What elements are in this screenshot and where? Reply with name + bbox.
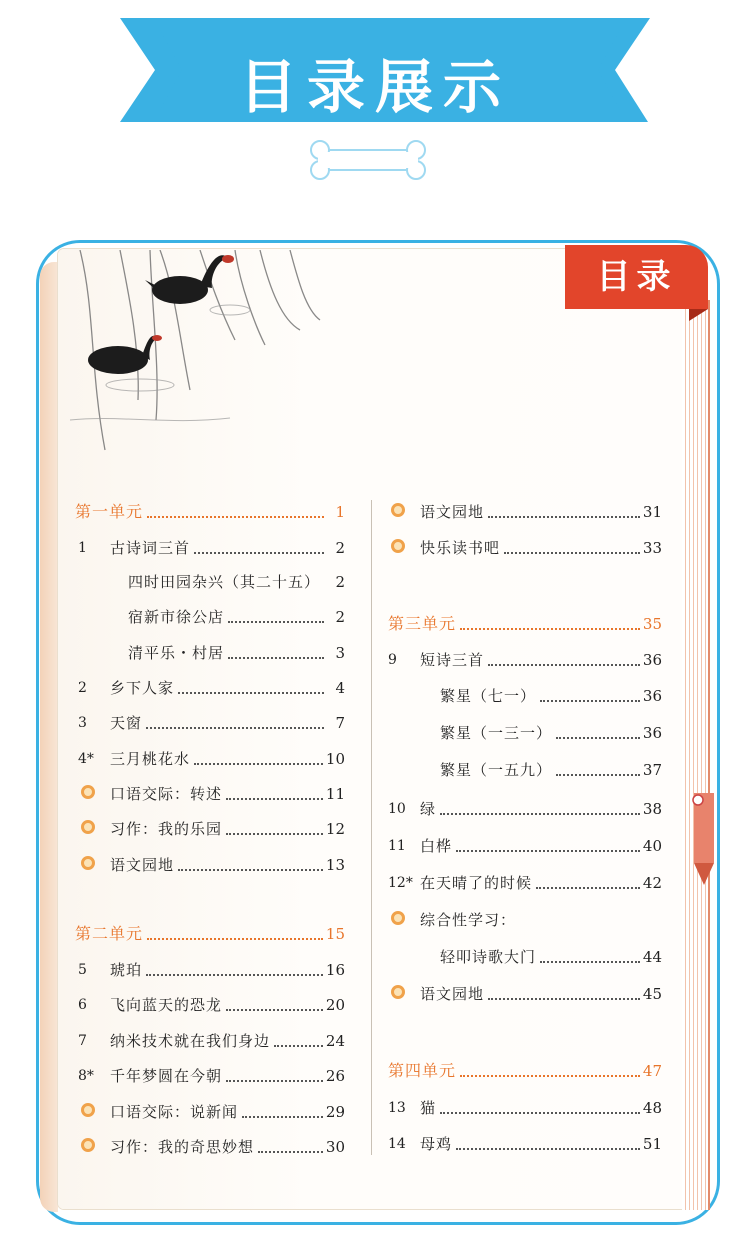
dot-leader (228, 657, 324, 659)
bone-icon (311, 141, 425, 179)
page-number: 16 (325, 961, 345, 979)
lesson-number: 7 (78, 1033, 87, 1049)
toc-entry (440, 945, 662, 969)
toc-entry (388, 536, 662, 560)
dot-leader (540, 961, 640, 963)
dot-leader (178, 692, 324, 694)
entry-title: 语文园地 (420, 503, 485, 521)
toc-entry (78, 817, 345, 841)
entry-title: 四时田园杂兴（其二十五） (128, 573, 321, 591)
dot-leader (488, 998, 640, 1000)
lesson-number: 2 (78, 680, 87, 696)
page-number: 47 (642, 1062, 662, 1080)
toc-entry (78, 711, 345, 735)
entry-title: 繁星（七一） (440, 687, 537, 705)
entry-title: 猫 (420, 1099, 437, 1117)
toc-entry (78, 993, 345, 1017)
page-number: 36 (642, 651, 662, 669)
toc-entry (440, 721, 662, 745)
dot-leader (242, 1116, 323, 1118)
swan-icon (88, 335, 162, 374)
toc-entry (388, 797, 662, 821)
entry-title: 在天晴了的时候 (420, 874, 533, 892)
entry-title: 宿新市徐公店 (128, 608, 225, 626)
entry-title: 轻叩诗歌大门 (440, 948, 537, 966)
toc-entry (440, 684, 662, 708)
toc-entry (78, 676, 345, 700)
page-number: 24 (325, 1032, 345, 1050)
toc-entry (388, 871, 662, 895)
dot-leader (274, 1045, 323, 1047)
lesson-number: 14 (388, 1136, 406, 1152)
dot-leader (460, 1075, 640, 1077)
page-number: 26 (325, 1067, 345, 1085)
entry-title: 口语交际：转述 (110, 785, 223, 803)
entry-title: 口语交际：说新闻 (110, 1103, 239, 1121)
entry-title: 古诗词三首 (110, 539, 191, 557)
toc-entry (78, 958, 345, 982)
lesson-number: 1 (78, 540, 87, 556)
lesson-number: 9 (388, 652, 397, 668)
toc-entry (78, 1064, 345, 1088)
page-number: 2 (335, 573, 346, 591)
entry-title: 语文园地 (420, 985, 485, 1003)
lesson-number: 13 (388, 1100, 406, 1116)
page-number: 3 (335, 644, 345, 662)
page-number: 29 (325, 1103, 345, 1121)
toc-entry (78, 536, 345, 560)
circle-bullet-icon (81, 1138, 95, 1152)
toc-entry (128, 605, 345, 629)
dot-leader (226, 833, 323, 835)
dot-leader (194, 552, 324, 554)
circle-bullet-icon (391, 539, 405, 553)
toc-entry (128, 570, 345, 594)
page-number: 30 (325, 1138, 345, 1156)
dot-leader (226, 1009, 323, 1011)
lesson-number: 10 (388, 801, 406, 817)
toc-entry (78, 1135, 345, 1159)
entry-title: 白桦 (420, 837, 453, 855)
dot-leader (146, 974, 323, 976)
dot-leader (194, 763, 323, 765)
dot-leader (440, 813, 640, 815)
entry-title: 飞向蓝天的恐龙 (110, 996, 223, 1014)
lesson-number: 3 (78, 715, 87, 731)
toc-entry (78, 853, 345, 877)
dot-leader (226, 1080, 323, 1082)
page-number: 37 (642, 761, 662, 779)
entry-title: 第一单元 (75, 502, 144, 521)
book-binding (40, 262, 58, 1212)
entry-title: 第四单元 (388, 1061, 457, 1080)
entry-title: 综合性学习： (420, 911, 517, 929)
circle-bullet-icon (391, 503, 405, 517)
bookmark-ribbon (690, 785, 720, 895)
entry-title: 琥珀 (110, 961, 143, 979)
page-number: 4 (335, 679, 345, 697)
page-number: 33 (642, 539, 662, 557)
toc-tab-label: 目录 (565, 245, 708, 309)
toc-unit-heading (388, 1059, 662, 1083)
toc-entry (388, 1132, 662, 1156)
entry-title: 乡下人家 (110, 679, 175, 697)
entry-title: 第三单元 (388, 614, 457, 633)
circle-bullet-icon (391, 911, 405, 925)
toc-entry (388, 982, 662, 1006)
page-number: 51 (642, 1135, 662, 1153)
tab-fold (689, 309, 708, 321)
toc-entry (78, 782, 345, 806)
page-number: 38 (642, 800, 662, 818)
page-number: 40 (642, 837, 662, 855)
toc-entry (388, 648, 662, 672)
dot-leader (556, 774, 640, 776)
page-number: 11 (325, 785, 345, 803)
entry-title: 繁星（一三一） (440, 724, 553, 742)
page-edges (682, 300, 710, 1210)
page-number: 36 (642, 724, 662, 742)
dot-leader (178, 869, 323, 871)
entry-title: 繁星（一五九） (440, 761, 553, 779)
circle-bullet-icon (391, 985, 405, 999)
dot-leader (556, 737, 640, 739)
toc-entry (440, 758, 662, 782)
dot-leader (147, 516, 324, 518)
entry-title: 习作：我的奇思妙想 (110, 1138, 255, 1156)
page-number: 36 (642, 687, 662, 705)
page-number: 15 (325, 925, 345, 943)
page-number: 2 (335, 539, 345, 557)
entry-title: 纳米技术就在我们身边 (110, 1032, 271, 1050)
dot-leader (147, 938, 323, 940)
toc-entry (78, 747, 345, 771)
entry-title: 习作：我的乐园 (110, 820, 223, 838)
title-banner (0, 0, 750, 200)
entry-title: 快乐读书吧 (420, 539, 501, 557)
page-number: 31 (642, 503, 662, 521)
page-number: 20 (325, 996, 345, 1014)
toc-entry (388, 908, 662, 932)
page-number: 35 (642, 615, 662, 633)
entry-title: 天窗 (110, 714, 143, 732)
toc-entry (388, 834, 662, 858)
dot-leader (226, 798, 323, 800)
page-number: 44 (642, 948, 662, 966)
entry-title: 清平乐・村居 (128, 644, 225, 662)
lesson-number: 8* (78, 1068, 94, 1084)
entry-title: 语文园地 (110, 856, 175, 874)
toc-unit-heading (388, 612, 662, 636)
dot-leader (440, 1112, 640, 1114)
dot-leader (504, 552, 640, 554)
dot-leader (536, 887, 640, 889)
page-number: 1 (335, 503, 345, 521)
entry-title: 绿 (420, 800, 437, 818)
lesson-number: 12* (388, 875, 413, 891)
column-divider (371, 500, 372, 1155)
dot-leader (460, 628, 640, 630)
page-number: 48 (642, 1099, 662, 1117)
circle-bullet-icon (81, 820, 95, 834)
circle-bullet-icon (81, 856, 95, 870)
swan-ink-painting (60, 250, 340, 480)
swan-icon (145, 255, 234, 304)
page-number: 10 (325, 750, 345, 768)
page-number: 45 (642, 985, 662, 1003)
dot-leader (258, 1151, 323, 1153)
lesson-number: 5 (78, 962, 87, 978)
toc-entry (128, 641, 345, 665)
dot-leader (228, 621, 324, 623)
circle-bullet-icon (81, 1103, 95, 1117)
page-number: 13 (325, 856, 345, 874)
lesson-number: 11 (388, 838, 406, 854)
banner-title: 目录展示 (238, 53, 511, 121)
page-number: 7 (335, 714, 345, 732)
dot-leader (456, 850, 640, 852)
dot-leader (146, 727, 324, 729)
toc-entry (78, 1029, 345, 1053)
dot-leader (540, 700, 640, 702)
toc-unit-heading (75, 922, 345, 946)
toc-unit-heading (75, 500, 345, 524)
entry-title: 短诗三首 (420, 651, 485, 669)
entry-title: 三月桃花水 (110, 750, 191, 768)
page-number: 12 (325, 820, 345, 838)
page-number: 2 (335, 608, 345, 626)
dot-leader (488, 664, 640, 666)
toc-entry (78, 1100, 345, 1124)
toc-entry (388, 500, 662, 524)
lesson-number: 6 (78, 997, 87, 1013)
circle-bullet-icon (81, 785, 95, 799)
lesson-number: 4* (78, 751, 94, 767)
dot-leader (488, 516, 640, 518)
toc-entry (388, 1096, 662, 1120)
page-number: 42 (642, 874, 662, 892)
entry-title: 千年梦圆在今朝 (110, 1067, 223, 1085)
dot-leader (456, 1148, 640, 1150)
entry-title: 第二单元 (75, 924, 144, 943)
entry-title: 母鸡 (420, 1135, 453, 1153)
